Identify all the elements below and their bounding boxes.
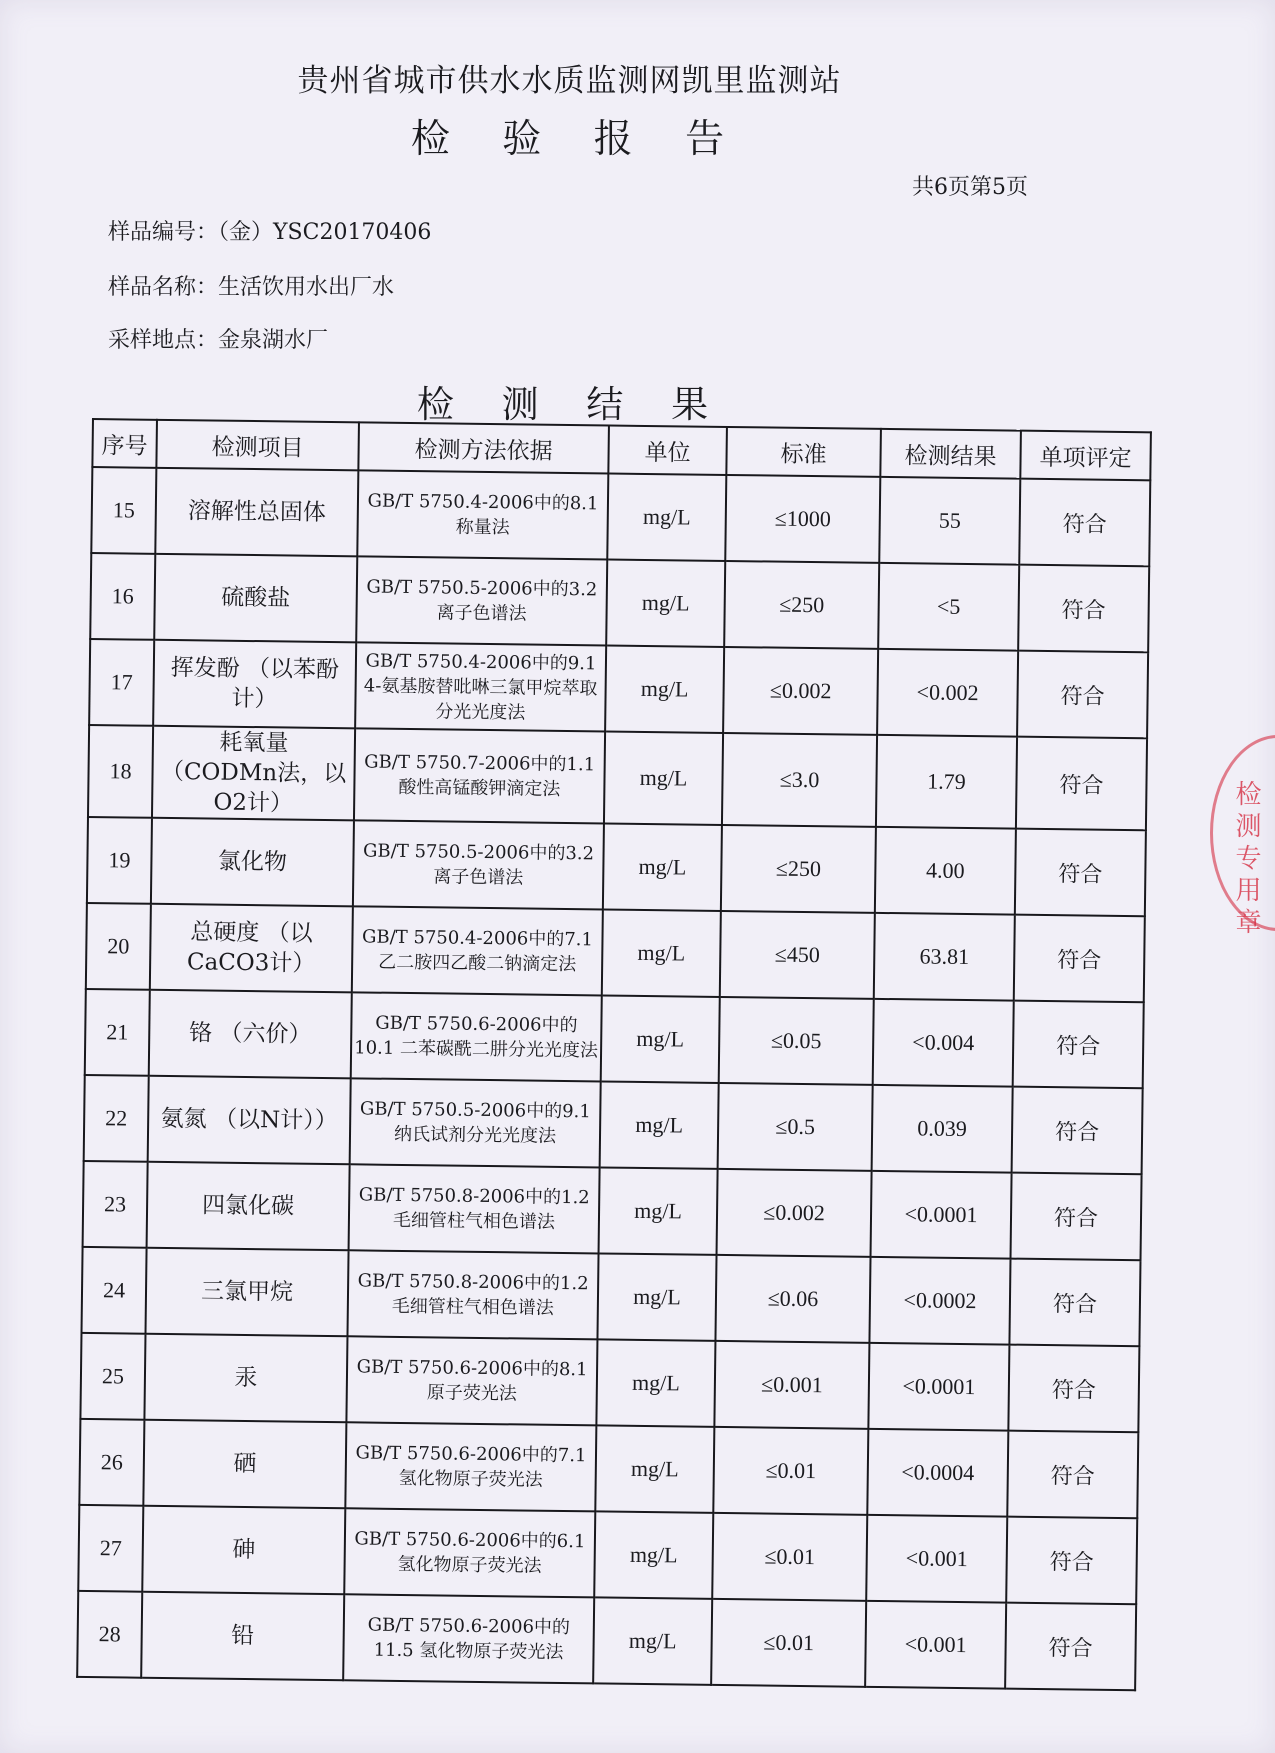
standard-limit: ≤0.5 (718, 1083, 873, 1171)
test-item: 挥发酚 （以苯酚计） (153, 640, 356, 729)
table-row (84, 1075, 1143, 1174)
test-result: <0.001 (866, 1515, 1007, 1603)
row-number: 27 (78, 1505, 143, 1592)
evaluation: 符合 (1013, 1001, 1144, 1089)
standard-limit: ≤0.05 (719, 997, 874, 1085)
sample-name-row (108, 270, 394, 301)
standard-limit: ≤3.0 (722, 733, 877, 827)
test-result: <0.001 (865, 1601, 1006, 1689)
row-number: 25 (80, 1333, 145, 1420)
standard-limit: ≤1000 (725, 475, 880, 563)
test-result: 63.81 (874, 913, 1015, 1001)
sample-number-row (108, 215, 431, 246)
col-header-item: 检测项目 (156, 420, 359, 471)
sampling-location-value: 金泉湖水厂 (218, 328, 329, 353)
page-indicator: 共6页第5页 (912, 175, 1028, 200)
unit: mg/L (607, 473, 726, 560)
test-result: 1.79 (876, 735, 1017, 829)
unit: mg/L (603, 823, 722, 910)
col-header-result: 检测结果 (880, 429, 1021, 479)
test-result: 0.039 (872, 1085, 1013, 1173)
unit: mg/L (601, 995, 720, 1082)
test-method: GB/T 5750.6-2006中的 11.5 氢化物原子荧光法 (343, 1594, 594, 1683)
table-row (87, 817, 1146, 916)
test-method: GB/T 5750.8-2006中的1.2 毛细管柱气相色谱法 (347, 1250, 598, 1339)
row-number: 28 (77, 1591, 142, 1678)
test-item: 四氯化碳 (147, 1162, 350, 1251)
test-item: 砷 (142, 1506, 345, 1595)
results-table-wrapper (76, 418, 1150, 1691)
test-item: 总硬度 （以CaCO3计） (150, 904, 353, 993)
row-number: 22 (84, 1075, 149, 1162)
test-result: 55 (879, 477, 1020, 565)
unit: mg/L (604, 731, 723, 824)
standard-limit: ≤0.002 (723, 647, 878, 735)
test-result: <0.0001 (871, 1171, 1012, 1259)
row-number: 15 (91, 467, 156, 554)
col-header-unit: 单位 (608, 425, 727, 474)
table-row (86, 903, 1145, 1002)
table-row (77, 1591, 1136, 1690)
organization-name: 贵州省城市供水水质监测网凯里监测站 (297, 63, 842, 99)
unit: mg/L (596, 1339, 715, 1426)
col-header-method: 检测方法依据 (358, 422, 609, 473)
test-result: <0.0002 (869, 1257, 1010, 1345)
test-method: GB/T 5750.4-2006中的8.1 称量法 (357, 470, 608, 559)
test-item: 耗氧量 （CODMn法，以O2计） (152, 726, 355, 821)
unit: mg/L (594, 1511, 713, 1598)
sampling-location-row (108, 323, 328, 354)
standard-limit: ≤450 (720, 911, 875, 999)
test-result: <0.0001 (868, 1343, 1009, 1431)
evaluation: 符合 (1009, 1259, 1140, 1347)
evaluation: 符合 (1016, 737, 1147, 831)
test-method: GB/T 5750.6-2006中的8.1 原子荧光法 (346, 1336, 597, 1425)
standard-limit: ≤0.01 (712, 1513, 867, 1601)
results-table (76, 418, 1152, 1691)
evaluation: 符合 (1008, 1345, 1139, 1433)
test-result: <5 (878, 563, 1019, 651)
row-number: 24 (82, 1247, 147, 1334)
report-title: 检 验 报 告 (410, 117, 745, 162)
test-item: 硒 (143, 1420, 346, 1509)
unit: mg/L (595, 1425, 714, 1512)
evaluation: 符合 (1015, 829, 1146, 917)
evaluation: 符合 (1007, 1431, 1138, 1519)
unit: mg/L (606, 559, 725, 646)
unit: mg/L (599, 1167, 718, 1254)
unit: mg/L (597, 1253, 716, 1340)
evaluation: 符合 (1014, 915, 1145, 1003)
test-result: <0.004 (873, 999, 1014, 1087)
table-row (83, 1161, 1142, 1260)
table-row (79, 1419, 1138, 1518)
sample-name-label: 样品名称： (108, 275, 219, 300)
evaluation: 符合 (1012, 1087, 1143, 1175)
evaluation: 符合 (1019, 479, 1150, 567)
unit: mg/L (600, 1081, 719, 1168)
test-method: GB/T 5750.7-2006中的1.1 酸性高锰酸钾滴定法 (354, 728, 605, 823)
standard-limit: ≤250 (724, 561, 879, 649)
evaluation: 符合 (1006, 1517, 1137, 1605)
sample-number-label: 样品编号： (108, 220, 219, 245)
test-item: 氨氮 （以N计）） (148, 1076, 351, 1165)
evaluation: 符合 (1005, 1603, 1136, 1691)
test-item: 汞 (144, 1334, 347, 1423)
test-item: 氯化物 (151, 818, 354, 907)
test-item: 硫酸盐 (154, 554, 357, 643)
table-row (89, 639, 1148, 738)
test-method: GB/T 5750.6-2006中的 10.1 二苯碳酰二肼分光光度法 (351, 992, 602, 1081)
row-number: 17 (89, 639, 154, 726)
row-number: 23 (83, 1161, 148, 1248)
test-item: 铬 （六价） (149, 990, 352, 1079)
test-result: <0.0004 (867, 1429, 1008, 1517)
standard-limit: ≤250 (721, 825, 876, 913)
test-result: <0.002 (877, 649, 1018, 737)
sample-number-value: （金）YSC20170406 (218, 220, 432, 245)
test-method: GB/T 5750.4-2006中的9.1 4-氨基胺替吡啉三氯甲烷萃取分光光度法 (355, 642, 606, 731)
row-number: 16 (90, 553, 155, 640)
test-item: 溶解性总固体 (155, 468, 358, 557)
standard-limit: ≤0.002 (717, 1169, 872, 1257)
table-row (91, 467, 1150, 566)
table-row (80, 1333, 1139, 1432)
test-method: GB/T 5750.4-2006中的7.1 乙二胺四乙酸二钠滴定法 (352, 906, 603, 995)
table-row (82, 1247, 1141, 1346)
row-number: 19 (87, 817, 152, 904)
evaluation: 符合 (1017, 651, 1148, 739)
table-row (88, 725, 1147, 830)
stamp-text: 检测专用章 (1231, 780, 1261, 940)
test-method: GB/T 5750.6-2006中的6.1 氢化物原子荧光法 (344, 1508, 595, 1597)
table-row (78, 1505, 1137, 1604)
test-result: 4.00 (875, 827, 1016, 915)
col-header-evaluation: 单项评定 (1020, 431, 1151, 481)
table-row (90, 553, 1149, 652)
unit: mg/L (593, 1597, 712, 1684)
test-method: GB/T 5750.5-2006中的3.2 离子色谱法 (353, 820, 604, 909)
sampling-location-label: 采样地点： (108, 328, 219, 353)
unit: mg/L (602, 909, 721, 996)
row-number: 26 (79, 1419, 144, 1506)
evaluation: 符合 (1018, 565, 1149, 653)
test-method: GB/T 5750.6-2006中的7.1 氢化物原子荧光法 (345, 1422, 596, 1511)
standard-limit: ≤0.01 (711, 1599, 866, 1687)
standard-limit: ≤0.06 (715, 1255, 870, 1343)
test-method: GB/T 5750.5-2006中的9.1 纳氏试剂分光光度法 (350, 1078, 601, 1167)
row-number: 20 (86, 903, 151, 990)
standard-limit: ≤0.001 (714, 1341, 869, 1429)
sample-name-value: 生活饮用水出厂水 (218, 275, 395, 300)
col-header-no: 序号 (92, 419, 157, 468)
standard-limit: ≤0.01 (713, 1427, 868, 1515)
row-number: 21 (85, 989, 150, 1076)
table-row (85, 989, 1144, 1088)
section-title: 检 测 结 果 (416, 383, 727, 426)
row-number: 18 (88, 725, 153, 818)
table-body (77, 467, 1150, 1690)
test-item: 三氯甲烷 (145, 1248, 348, 1337)
col-header-standard: 标准 (726, 427, 881, 477)
test-method: GB/T 5750.8-2006中的1.2 毛细管柱气相色谱法 (349, 1164, 600, 1253)
test-method: GB/T 5750.5-2006中的3.2 离子色谱法 (356, 556, 607, 645)
test-item: 铅 (141, 1592, 344, 1681)
evaluation: 符合 (1011, 1173, 1142, 1261)
unit: mg/L (605, 645, 724, 732)
